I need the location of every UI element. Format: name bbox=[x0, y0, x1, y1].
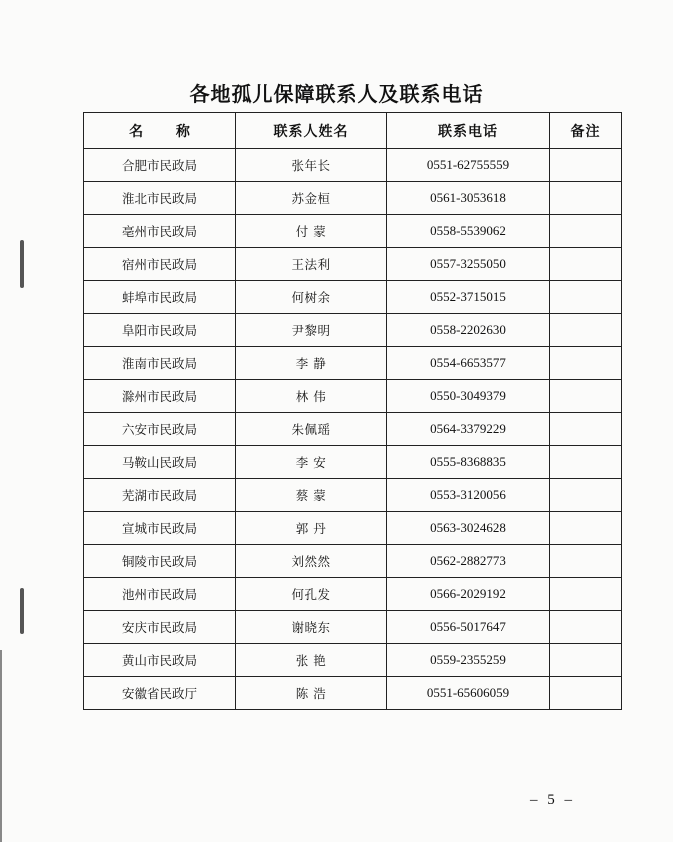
cell-contact-person: 张 艳 bbox=[236, 644, 387, 677]
cell-contact-person: 郭 丹 bbox=[236, 512, 387, 545]
scan-edge bbox=[0, 650, 2, 842]
binding-hole-mark bbox=[20, 240, 24, 288]
cell-agency-name: 阜阳市民政局 bbox=[84, 314, 236, 347]
cell-note bbox=[550, 149, 622, 182]
cell-note bbox=[550, 413, 622, 446]
header-note: 备注 bbox=[550, 113, 622, 149]
cell-agency-name: 宣城市民政局 bbox=[84, 512, 236, 545]
cell-agency-name: 马鞍山民政局 bbox=[84, 446, 236, 479]
cell-note bbox=[550, 479, 622, 512]
cell-contact-person: 张年长 bbox=[236, 149, 387, 182]
cell-agency-name: 芜湖市民政局 bbox=[84, 479, 236, 512]
cell-note bbox=[550, 578, 622, 611]
cell-note bbox=[550, 677, 622, 710]
table-row bbox=[84, 578, 622, 611]
cell-phone: 0561-3053618 bbox=[387, 182, 550, 215]
cell-note bbox=[550, 215, 622, 248]
table-row bbox=[84, 512, 622, 545]
cell-phone: 0562-2882773 bbox=[387, 545, 550, 578]
table-row bbox=[84, 380, 622, 413]
cell-note bbox=[550, 347, 622, 380]
cell-contact-person: 何树余 bbox=[236, 281, 387, 314]
cell-agency-name: 淮南市民政局 bbox=[84, 347, 236, 380]
cell-contact-person: 蔡 蒙 bbox=[236, 479, 387, 512]
cell-phone: 0551-65606059 bbox=[387, 677, 550, 710]
cell-agency-name: 铜陵市民政局 bbox=[84, 545, 236, 578]
cell-phone: 0551-62755559 bbox=[387, 149, 550, 182]
cell-phone: 0552-3715015 bbox=[387, 281, 550, 314]
table-row bbox=[84, 182, 622, 215]
table-header-row bbox=[84, 113, 622, 149]
cell-agency-name: 黄山市民政局 bbox=[84, 644, 236, 677]
table-row bbox=[84, 446, 622, 479]
cell-agency-name: 滁州市民政局 bbox=[84, 380, 236, 413]
cell-agency-name: 六安市民政局 bbox=[84, 413, 236, 446]
table-row bbox=[84, 347, 622, 380]
cell-phone: 0556-5017647 bbox=[387, 611, 550, 644]
cell-agency-name: 蚌埠市民政局 bbox=[84, 281, 236, 314]
header-phone: 联系电话 bbox=[387, 113, 550, 149]
cell-contact-person: 尹黎明 bbox=[236, 314, 387, 347]
cell-agency-name: 池州市民政局 bbox=[84, 578, 236, 611]
cell-note bbox=[550, 248, 622, 281]
binding-hole-mark bbox=[20, 588, 24, 634]
cell-note bbox=[550, 611, 622, 644]
cell-contact-person: 李 安 bbox=[236, 446, 387, 479]
table-row bbox=[84, 545, 622, 578]
header-name: 名 称 bbox=[84, 113, 236, 149]
table-row bbox=[84, 479, 622, 512]
cell-contact-person: 陈 浩 bbox=[236, 677, 387, 710]
page-number: – 5 – bbox=[530, 792, 575, 808]
cell-note bbox=[550, 182, 622, 215]
table-row bbox=[84, 644, 622, 677]
contacts-table bbox=[83, 112, 622, 710]
table-row bbox=[84, 149, 622, 182]
cell-contact-person: 王法利 bbox=[236, 248, 387, 281]
table-row bbox=[84, 413, 622, 446]
cell-note bbox=[550, 545, 622, 578]
cell-note bbox=[550, 512, 622, 545]
cell-phone: 0557-3255050 bbox=[387, 248, 550, 281]
cell-agency-name: 淮北市民政局 bbox=[84, 182, 236, 215]
cell-contact-person: 何孔发 bbox=[236, 578, 387, 611]
cell-note bbox=[550, 281, 622, 314]
cell-agency-name: 亳州市民政局 bbox=[84, 215, 236, 248]
cell-agency-name: 合肥市民政局 bbox=[84, 149, 236, 182]
cell-contact-person: 刘然然 bbox=[236, 545, 387, 578]
table-row bbox=[84, 215, 622, 248]
cell-phone: 0566-2029192 bbox=[387, 578, 550, 611]
cell-note bbox=[550, 380, 622, 413]
cell-phone: 0564-3379229 bbox=[387, 413, 550, 446]
cell-contact-person: 李 静 bbox=[236, 347, 387, 380]
cell-agency-name: 安庆市民政局 bbox=[84, 611, 236, 644]
table-row bbox=[84, 248, 622, 281]
cell-agency-name: 宿州市民政局 bbox=[84, 248, 236, 281]
cell-contact-person: 林 伟 bbox=[236, 380, 387, 413]
table-row bbox=[84, 677, 622, 710]
cell-phone: 0563-3024628 bbox=[387, 512, 550, 545]
table-row bbox=[84, 314, 622, 347]
table-row bbox=[84, 611, 622, 644]
document-title: 各地孤儿保障联系人及联系电话 bbox=[189, 82, 484, 106]
cell-phone: 0555-8368835 bbox=[387, 446, 550, 479]
cell-contact-person: 谢晓东 bbox=[236, 611, 387, 644]
cell-phone: 0550-3049379 bbox=[387, 380, 550, 413]
cell-note bbox=[550, 446, 622, 479]
table-row bbox=[84, 281, 622, 314]
cell-phone: 0558-2202630 bbox=[387, 314, 550, 347]
cell-phone: 0558-5539062 bbox=[387, 215, 550, 248]
cell-phone: 0553-3120056 bbox=[387, 479, 550, 512]
header-contact-person: 联系人姓名 bbox=[236, 113, 387, 149]
cell-agency-name: 安徽省民政厅 bbox=[84, 677, 236, 710]
cell-note bbox=[550, 314, 622, 347]
cell-contact-person: 朱佩瑶 bbox=[236, 413, 387, 446]
cell-contact-person: 苏金桓 bbox=[236, 182, 387, 215]
cell-phone: 0559-2355259 bbox=[387, 644, 550, 677]
cell-phone: 0554-6653577 bbox=[387, 347, 550, 380]
cell-contact-person: 付 蒙 bbox=[236, 215, 387, 248]
cell-note bbox=[550, 644, 622, 677]
